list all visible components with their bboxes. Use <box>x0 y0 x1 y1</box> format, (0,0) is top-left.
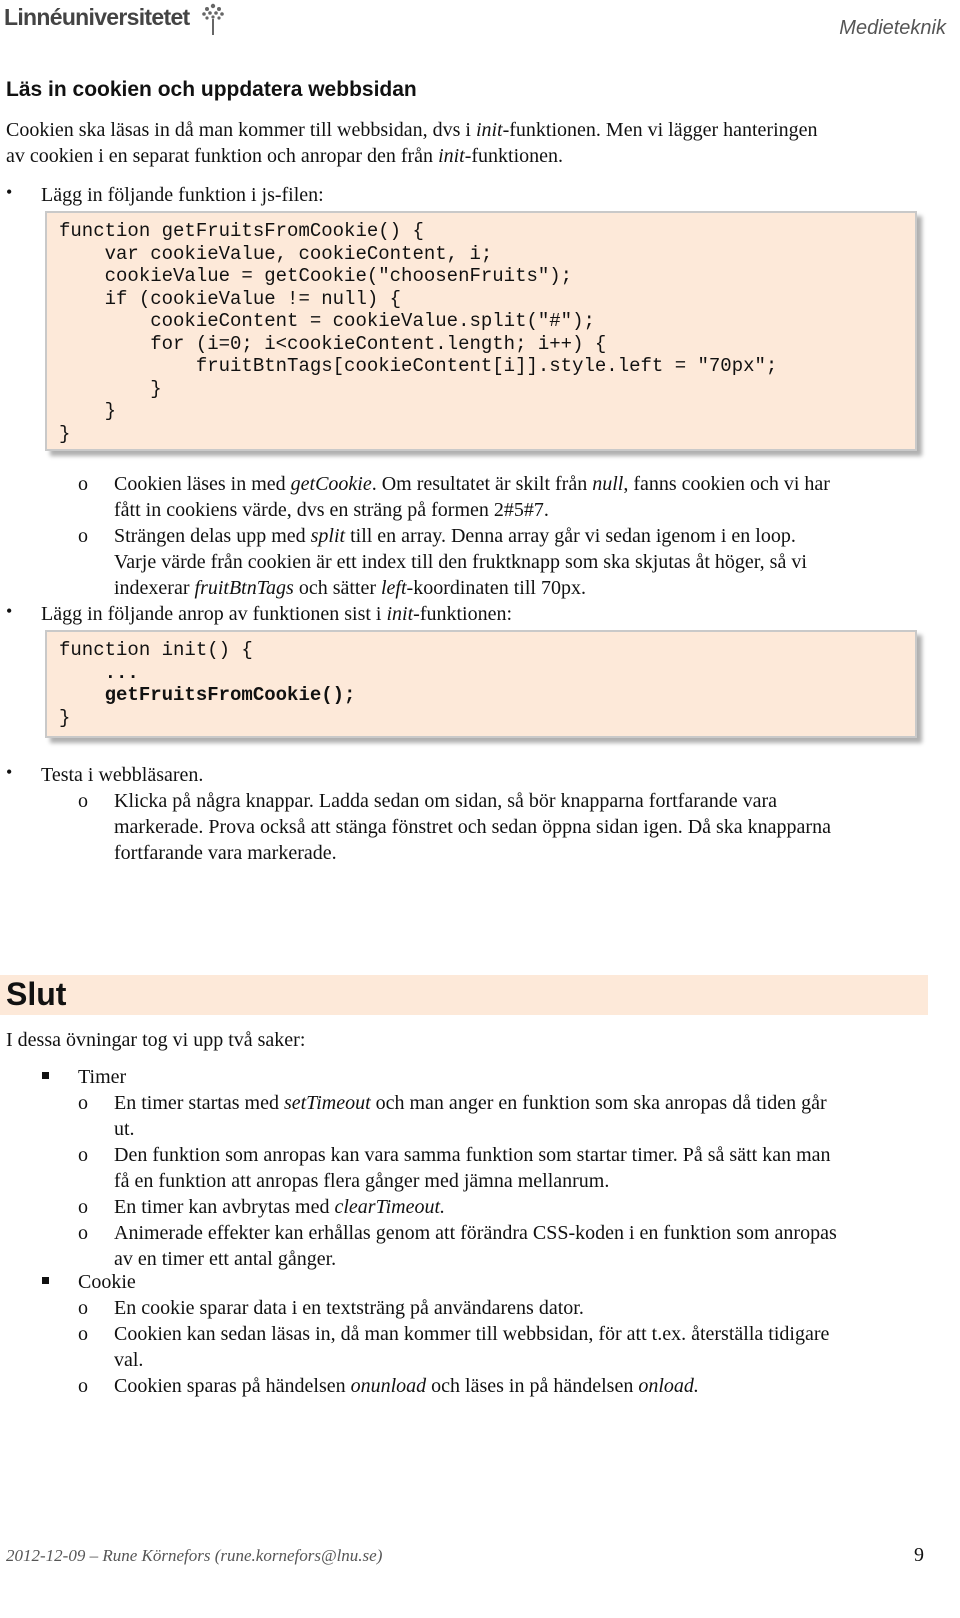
bullet-dot: • <box>6 762 13 782</box>
intro-paragraph <box>6 117 946 169</box>
list-item-line: ut. <box>114 1118 135 1140</box>
sub-line: fortfarande vara markerade. <box>114 842 337 864</box>
timer-list <box>78 1090 837 1272</box>
bullet-dot: • <box>6 601 13 621</box>
list-item <box>78 1220 837 1272</box>
code-line: } <box>59 400 117 422</box>
square-bullet-icon <box>42 1277 49 1284</box>
list-item-line: få en funktion att anropas flera gånger med jämna mellanrum. <box>114 1170 610 1192</box>
sub-line: indexerar fruitBtnTags och sätter left-koordinaten till 70px. <box>114 577 586 599</box>
code-line: cookieValue = getCookie("choosenFruits"); <box>59 265 573 287</box>
code-line: } <box>59 377 162 400</box>
topic-label-cookie: Cookie <box>78 1271 136 1293</box>
intro-line: Cookien ska läsas in då man kommer till webbsidan, dvs i init-funktionen. Men vi lägger hanteringen <box>6 119 818 141</box>
sub-bullet-text <box>114 788 831 866</box>
sub-bullet-marker: o <box>78 525 88 547</box>
sub-bullet-marker: o <box>78 1375 88 1397</box>
list-item-line: Den funktion som anropas kan vara samma funktion som startar timer. På så sätt kan man <box>114 1144 831 1166</box>
bullet-text: Lägg in följande anrop av funktionen sist i init-funktionen: <box>41 603 513 625</box>
list-item-line: En timer startas med setTimeout och man anger en funktion som ska anropas då tiden går <box>114 1092 827 1114</box>
code-line: fruitBtnTags[cookieContent[i]].style.left = "70px"; <box>59 355 778 377</box>
sub-line: Cookien läses in med getCookie. Om resultatet är skilt från null, fanns cookien och vi har <box>114 473 830 495</box>
list-item-line: av en timer ett antal gånger. <box>114 1248 337 1270</box>
list-item-line: En cookie sparar data i en textsträng på användarens dator. <box>114 1297 584 1319</box>
code-block-getfruits <box>45 211 917 451</box>
code-line: ... <box>59 661 139 684</box>
sub-line: Varje värde från cookien är ett index till den fruktknapp som ska skjutas åt höger, så vi <box>114 551 807 573</box>
list-item-line: En timer kan avbrytas med clearTimeout. <box>114 1196 446 1218</box>
list-item <box>78 1373 829 1399</box>
sub-line: fått in cookiens värde, dvs en sträng på formen 2#5#7. <box>114 499 549 521</box>
code-line: getFruitsFromCookie(); <box>59 684 356 706</box>
sub-bullet-marker: o <box>78 473 88 495</box>
list-item-line: Cookien sparas på händelsen onunload och läses in på händelsen onload. <box>114 1375 699 1397</box>
code-line: var cookieValue, cookieContent, i; <box>59 242 493 265</box>
subject-header: Medieteknik <box>839 17 946 39</box>
sub-bullet-text <box>114 523 807 601</box>
list-item <box>78 1321 829 1373</box>
square-bullet-icon <box>42 1072 49 1079</box>
list-item-line: Animerade effekter kan erhållas genom att förändra CSS-koden i en funktion som anropas <box>114 1222 837 1244</box>
tree-logo-icon <box>200 2 226 36</box>
slut-title: Slut <box>6 976 67 1012</box>
list-item <box>78 1090 837 1142</box>
code-line: if (cookieValue != null) { <box>59 287 402 310</box>
sub-bullet-marker: o <box>78 1196 88 1218</box>
code-line: function init() { <box>59 639 253 661</box>
sub-bullet-marker: o <box>78 1144 88 1166</box>
code-block-init <box>45 630 917 738</box>
section-title: Läs in cookien och uppdatera webbsidan <box>6 78 417 101</box>
list-item <box>78 1142 837 1194</box>
sub-bullet-marker: o <box>78 1297 88 1319</box>
code-line: cookieContent = cookieValue.split("#"); <box>59 310 595 332</box>
university-logo: Linnéuniversitetet <box>4 4 190 30</box>
list-item <box>78 1194 837 1220</box>
code-line: for (i=0; i<cookieContent.length; i++) { <box>59 332 607 355</box>
sub-bullet-marker: o <box>78 1092 88 1114</box>
list-item-line: val. <box>114 1349 144 1371</box>
code-line: function getFruitsFromCookie() { <box>59 220 424 242</box>
slut-heading-band <box>0 975 928 1015</box>
page-number: 9 <box>914 1544 924 1566</box>
sub-bullet-marker: o <box>78 1323 88 1345</box>
sub-bullet-marker: o <box>78 1222 88 1244</box>
code-line: } <box>59 706 71 729</box>
code-line: } <box>59 422 71 445</box>
cookie-list <box>78 1295 829 1399</box>
bullet-text: Testa i webbläsaren. <box>41 764 204 786</box>
footer-author: 2012-12-09 – Rune Körnefors (rune.kornefors@lnu.se) <box>6 1546 383 1565</box>
slut-intro: I dessa övningar tog vi upp två saker: <box>6 1029 306 1051</box>
intro-line: av cookien i en separat funktion och anropar den från init-funktionen. <box>6 145 564 167</box>
sub-line: Strängen delas upp med split till en array. Denna array går vi sedan igenom i en loop. <box>114 525 796 547</box>
sub-bullet-text <box>114 471 830 523</box>
bullet-text: Lägg in följande funktion i js-filen: <box>41 184 324 206</box>
topic-label-timer: Timer <box>78 1066 127 1088</box>
sub-line: Klicka på några knappar. Ladda sedan om sidan, så bör knapparna fortfarande vara <box>114 790 778 812</box>
bullet-dot: • <box>6 182 13 202</box>
list-item-line: Cookien kan sedan läsas in, då man kommer till webbsidan, för att t.ex. återställa tidigare <box>114 1323 830 1345</box>
sub-bullet-marker: o <box>78 790 88 812</box>
sub-line: markerade. Prova också att stänga fönstret och sedan öppna sidan igen. Då ska knapparna <box>114 816 831 838</box>
list-item <box>78 1295 829 1321</box>
